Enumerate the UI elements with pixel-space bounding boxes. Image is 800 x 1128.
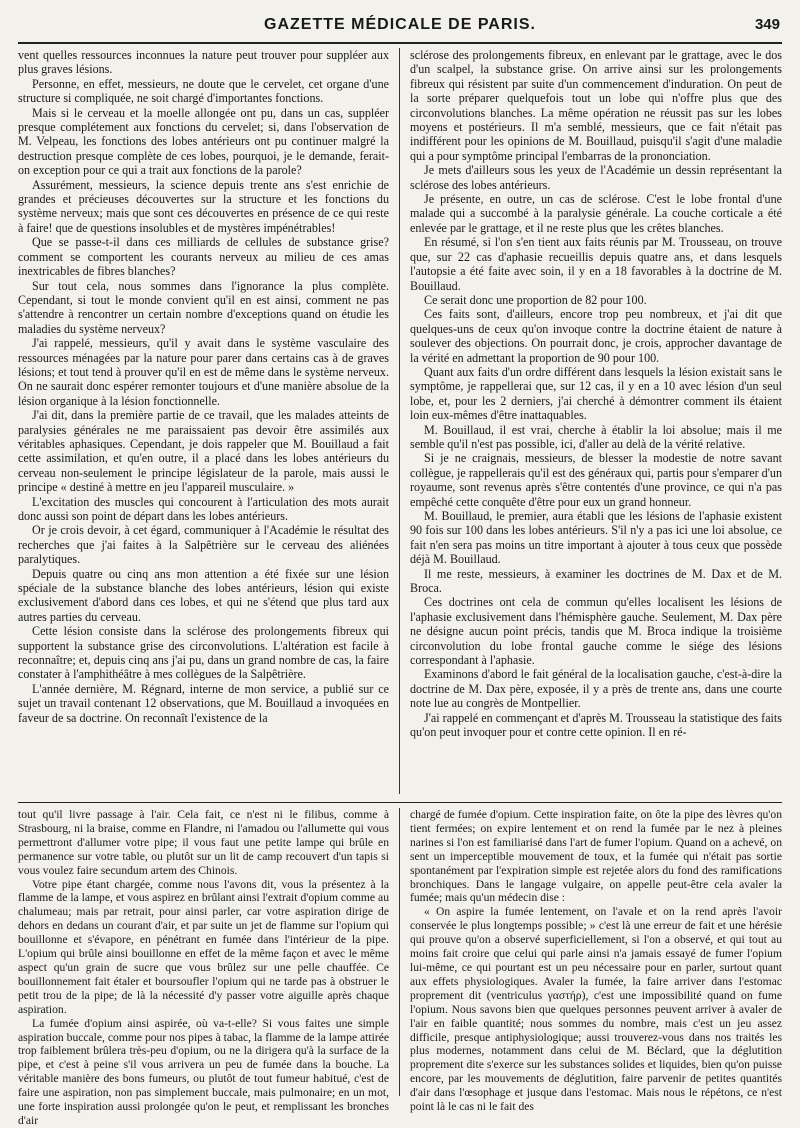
- paragraph: Je mets d'ailleurs sous les yeux de l'Académie un dessin représentant la sclérose des lobes antérieurs.: [410, 163, 782, 192]
- paragraph: Mais si le cerveau et la moelle allongée ont pu, dans un cas, suppléer presque complétement aux fonctions du cervelet; si, dans l'observation de M. Velpeau, les fonctions des lobes antérieurs ont pu continuer malgré la destruction presque complète de ces lobes, pourquoi, je le demande, ferait-on exception pour ce qui a trait aux fonctions de la parole?: [18, 105, 389, 178]
- paragraph: L'excitation des muscles qui concourent à l'articulation des mots aurait donc aussi son point de départ dans les lobes antérieurs.: [18, 494, 389, 523]
- paragraph: Examinons d'abord le fait général de la localisation gauche, c'est-à-dire la doctrine de M. Dax père, exposée, il y a près de trente ans, dans une courte note lue au congrès de Montpellier.: [410, 667, 782, 711]
- paragraph: Je présente, en outre, un cas de sclérose. C'est le lobe frontal d'une malade qui a succombé à la paralysie générale. La couche corticale a été enlevée par le grattage, et il ne reste plus que les crêtes blanches.: [410, 192, 782, 235]
- paragraph: Ce serait donc une proportion de 82 pour 100.: [424, 292, 647, 307]
- paragraph: Il me reste, messieurs, à examiner les doctrines de M. Dax et de M. Broca.: [410, 566, 782, 596]
- page-header: [18, 14, 782, 44]
- lower-left-column: [18, 808, 389, 1127]
- paragraph: Ces doctrines ont cela de commun qu'elles localisent les lésions de l'aphasie exclusivement dans l'hémisphère gauche. Seulement, M. Dax père ne désigne aucun point précis, tandis que M. Broca indique la troisième circonvolution du lobe frontal gauche comme le siége des lésions correspondant à l'aphasie.: [410, 595, 782, 668]
- paragraph: La fumée d'opium ainsi aspirée, où va-t-elle? Si vous faites une simple aspiration buccale, comme pour nos pipes à tabac, la flamme de la lampe attirée trop faiblement brûlera très-peu d'opium, ou ne la dirigera qu'à la surface de la pipe, et c'est à peine s'il vous arrivera un peu de fumée dans la bouche. La véritable manière des bons fumeurs, ou plutôt de tout fumeur habitué, c'est de faire une aspiration, non pas simplement buccale, mais pulmonaire; en un mot, une forte inspiration aussi prolongée qu'on le peut, et remplissant les bronches d'air: [18, 1016, 389, 1127]
- paragraph: « On aspire la fumée lentement, on l'avale et on la rend après l'avoir conservée le plus longtemps possible; » c'est là une erreur de fait et une hérésie qui prouve qu'on a observé superficiellement, si l'on a observé, et qui tout au moins fait croire que celui qui parle ainsi n'a jamais essayé de fumer l'opium lui-même, ce qui pourtant est un peu nécessaire pour en parler, surtout quant aux effets physiologiques. Avaler la fumée, la faire arriver dans l'estomac proprement dit (ventriculus γαστήρ), c'est une impossibilité quand on fume l'opium. Nous savons bien que quelques personnes peuvent arriver à avaler de l'air en faible quantité; nous sommes du nombre, mais c'est un jeu assez difficile, presque antiphysiologique; aussi trouverez-vous dans nos traités les plus modernes, notamment dans celui de M. Béclard, que la déglutition proprement dite s'exerce sur les substances solides et liquides, bien qu'on puisse encore, par les mouvements de déglutition, faire parvenir de petites quantités d'air dans l'œsophage et jusque dans l'estomac. Mais nous le répétons, ce n'est point là le cas ni le fait des: [410, 905, 782, 1114]
- paragraph: J'ai rappelé en commençant et d'après M. Trousseau la statistique des faits qu'on peut invoquer pour et contre cette opinion. Il en ré-: [410, 710, 782, 740]
- paragraph: Si je ne craignais, messieurs, de blesser la modestie de notre savant collègue, je rappellerais qu'il est des généraux qui, partis pour s'emparer d'un royaume, sont revenus après s'être contentés d'une province, ce qui n'a pas empêché cette conquête d'être pour eux un grand honneur.: [410, 451, 782, 509]
- paragraph: L'année dernière, M. Régnard, interne de mon service, a publié sur ce sujet un travail contenant 12 observations, que M. Bouillaud a invoquées en faveur de sa doctrine. On reconnaît l'existence de la: [18, 681, 389, 725]
- paragraph: tout qu'il livre passage à l'air. Cela fait, ce n'est ni le filibus, comme à Strasbourg, ni la braise, comme en Flandre, ni l'amadou ou l'allumette qui vous permettront d'allumer votre pipe; il vous faut une petite lampe qui brûle en permanence sur votre table, ou plutôt sur un lit de camp recouvert d'un tapis si vous voulez faire secundum artem des Chinois.: [18, 808, 389, 877]
- column-divider: [399, 808, 400, 1096]
- paragraph: sclérose des prolongements fibreux, en enlevant par le grattage, avec le dos d'un scalpel, la substance grise. On arrive ainsi sur les prolongements fibreux qui résistent par suite d'un commencement d'induration. On peut de la sorte préparer quelquefois tout un lobe qui n'offre plus que des circonvolutions blanches. La même opération ne réussit pas sur les lobes moyens et postérieurs. Il m'a semblé, messieurs, que ce fait n'était pas indifférent pour les opinions de M. Bouillaud, puisqu'il s'agit d'une maladie qui a pour symptôme principal l'embarras de la prononciation.: [410, 48, 782, 163]
- paragraph: M. Bouillaud, il est vrai, cherche à établir la loi absolue; mais il me semble qu'il n'est pas possible, ici, d'aller au delà de la vérité relative.: [410, 422, 782, 451]
- paragraph: Depuis quatre ou cinq ans mon attention a été fixée sur une lésion spéciale de la substance blanche des lobes antérieurs, lésion qui existe exclusivement d'abord dans ces lobes, et qui ne s'étend que plus tard aux autres parties du cerveau.: [18, 566, 389, 624]
- paragraph: Personne, en effet, messieurs, ne doute que le cervelet, cet organe d'une structure si compliquée, ne soit chargé d'importantes fonctions.: [18, 76, 389, 106]
- paragraph: Votre pipe étant chargée, comme nous l'avons dit, vous la présentez à la flamme de la lampe, et vous aspirez en brûlant ainsi l'extrait d'opium comme au chalumeau; mais par retrait, pour ainsi parler, car votre aspiration dirige de dehors en dedans un courant d'air, et par suite un jet de flamme sur l'opium qui bouillonne et s'évapore, en pénétrant en fumée dans l'intérieur de la pipe. L'opium qui brûle ainsi bouillonne en effet de la même façon et avec le même aspect qu'un grain de sucre que vous brûlez sur une pelle chauffée. Ce bouillonnement fait étaler et boursoufler l'opium qui ne tarde pas à obstruer le petit trou de la pipe; de là la nécessité d'y passer votre aiguille après chaque aspiration.: [18, 877, 389, 1016]
- upper-left-column: [18, 48, 389, 794]
- paragraph: M. Bouillaud, le premier, aura établi que les lésions de l'aphasie existent 90 fois sur 100 dans les lobes antérieurs. S'il n'y a pas ici une loi absolue, ce fait n'en sera pas moins un titre important à ajouter à tous ceux que possède déjà M. Bouillaud.: [410, 509, 782, 567]
- paragraph: Quant aux faits d'un ordre différent dans lesquels la lésion existait sans le symptôme, je rappellerai que, sur 12 cas, il y en a 10 avec lésion d'un seul lobe, et, pour les 2 derniers, j'ai cherché à démontrer comment ils étaient loin eux-mêmes d'être inattaquables.: [410, 364, 782, 423]
- journal-title: GAZETTE MÉDICALE DE PARIS.: [264, 16, 536, 33]
- lower-right-column: [410, 808, 782, 1114]
- section-divider: [18, 802, 782, 803]
- column-divider: [399, 48, 400, 794]
- paragraph: En résumé, si l'on s'en tient aux faits réunis par M. Trousseau, on trouve que, sur 22 cas d'aphasie recueillis depuis quatre ans, et dans lesquels l'autopsie a été faite avec soin, il y en a 18 favorables à la doctrine de M. Bouillaud.: [410, 235, 782, 293]
- paragraph: Ces faits sont, d'ailleurs, encore trop peu nombreux, et j'ai dit que quelques-uns de ceux qu'on invoque contre la doctrine étaient de nature à soulever des objections. On pourrait donc, je crois, approcher davantage de la vérité en admettant la proportion de 90 pour 100.: [410, 307, 782, 365]
- paragraph: Sur tout cela, nous sommes dans l'ignorance la plus complète. Cependant, si tout le monde convient qu'il en est ainsi, comment ne pas s'attendre à rencontrer un certain nombre d'exceptions quand on étudie les maladies du système nerveux?: [18, 278, 389, 336]
- paragraph: J'ai dit, dans la première partie de ce travail, que les malades atteints de paralysies générales ne me paraissaient pas devoir être assimilés aux véritables aphasiques. Cependant, je dois rappeler que M. Bouillaud a fait cette assimilation, et qu'en outre, il a placé dans les lobes antérieurs du cerveau non-seulement le principe législateur de la parole, mais aussi le principe « destiné à mettre en jeu l'appareil musculaire. »: [18, 408, 389, 495]
- paragraph: chargé de fumée d'opium. Cette inspiration faite, on ôte la pipe des lèvres qu'on tient fermées; on expire lentement et on rend la fumée par le nez à pleines narines si l'on est familiarisé dans l'art de fumer l'opium. Quand on a achevé, on sent un imperceptible mouvement de toux, et la fumée qui n'était pas sortie spontanément par l'expiration simple est rejetée alors du fond des ramifications bronchiques. Dans le langage vulgaire, on appelle peut-être cela avaler la fumée; mais qu'un médecin dise :: [410, 808, 782, 905]
- paragraph: Assurément, messieurs, la science depuis trente ans s'est enrichie de grandes et précieuses découvertes sur la structure et les fonctions du système nerveux; mais que sont ces découvertes en présence de ce qui reste à faire! que de questions insolubles et de mystères impénétrables!: [18, 177, 389, 235]
- paragraph: Que se passe-t-il dans ces milliards de cellules de substance grise? comment se comportent les courants nerveux au milieu de ces amas inextricables de fibres blanches?: [18, 235, 389, 279]
- paragraph: Cette lésion consiste dans la sclérose des prolongements fibreux qui supportent la substance grise des circonvolutions. L'altération est facile à reconnaître; et, depuis cinq ans j'ai pu, dans un grand nombre de cas, la faire constater à l'amphithéâtre à mes collègues de la Salpêtrière.: [18, 624, 389, 682]
- paragraph: vent quelles ressources inconnues la nature peut trouver pour suppléer aux plus graves lésions.: [18, 48, 389, 77]
- upper-right-column: [410, 48, 782, 794]
- paragraph: J'ai rappelé, messieurs, qu'il y avait dans le système vasculaire des ressources ménagées par la nature pour parer dans certains cas à de graves lésions; et tout tend à prouver qu'il en est de même dans le système nerveux. On ne saurait donc espérer remonter toujours et d'une manière absolue de la lésion organique à la lésion fonctionnelle.: [18, 336, 389, 408]
- page-number: 349: [754, 16, 780, 33]
- paragraph: Or je crois devoir, à cet égard, communiquer à l'Académie le résultat des recherches que j'ai faites à la Salpêtrière sur le cerveau des aliénées paralytiques.: [18, 523, 389, 567]
